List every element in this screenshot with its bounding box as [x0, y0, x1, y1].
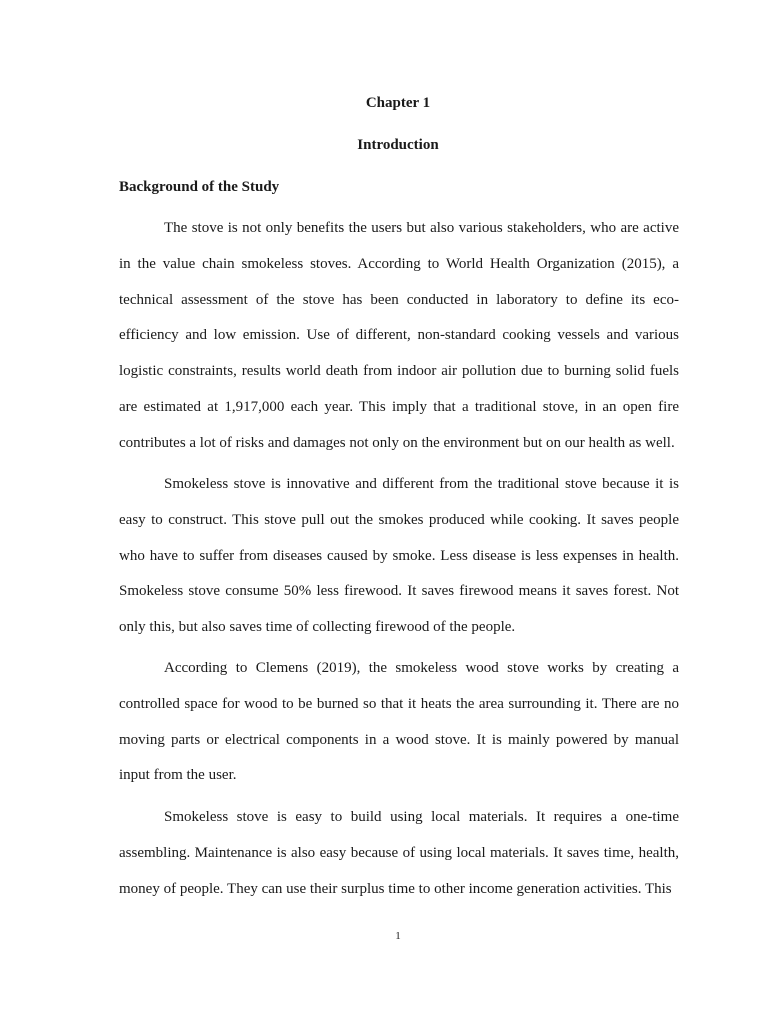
paragraph-3: According to Clemens (2019), the smokeless wood stove works by creating a controlled space for wood to be burned so that it heats the area surrounding it. There are no moving parts or electrical components in a wood stove. It is mainly powered by manual input from the user.: [119, 660, 679, 784]
chapter-title: Chapter 1: [365, 95, 431, 111]
chapter-subtitle: Introduction: [357, 137, 439, 153]
section-heading: Background of the Study: [119, 179, 280, 195]
paragraph-4: Smokeless stove is easy to build using local materials. It requires a one-time assembling. Maintenance is also easy because of using local materials. It saves time, health, money of people. They can use their surplus time to other income generation activities. This: [119, 809, 679, 897]
paragraph-1: The stove is not only benefits the users but also various stakeholders, who are active in the value chain smokeless stoves. According to World Health Organization (2015), a technical assessment of the stove has been conducted in laboratory to define its eco-efficiency and low emission. Use of different, non-standard cooking vessels and various logistic constraints, results world death from indoor air pollution due to burning solid fuels are estimated at 1,917,000 each year. This imply that a traditional stove, in an open fire contributes a lot of risks and damages not only on the environment but on our health as well.: [119, 220, 679, 451]
paragraph-2: Smokeless stove is innovative and different from the traditional stove because it is easy to construct. This stove pull out the smokes produced while cooking. It saves people who have to suffer from diseases caused by smoke. Less disease is less expenses in health. Smokeless stove consume 50% less firewood. It saves firewood means it saves forest. Not only this, but also saves time of collecting firewood of the people.: [119, 476, 679, 636]
page-number: 1: [395, 930, 401, 942]
